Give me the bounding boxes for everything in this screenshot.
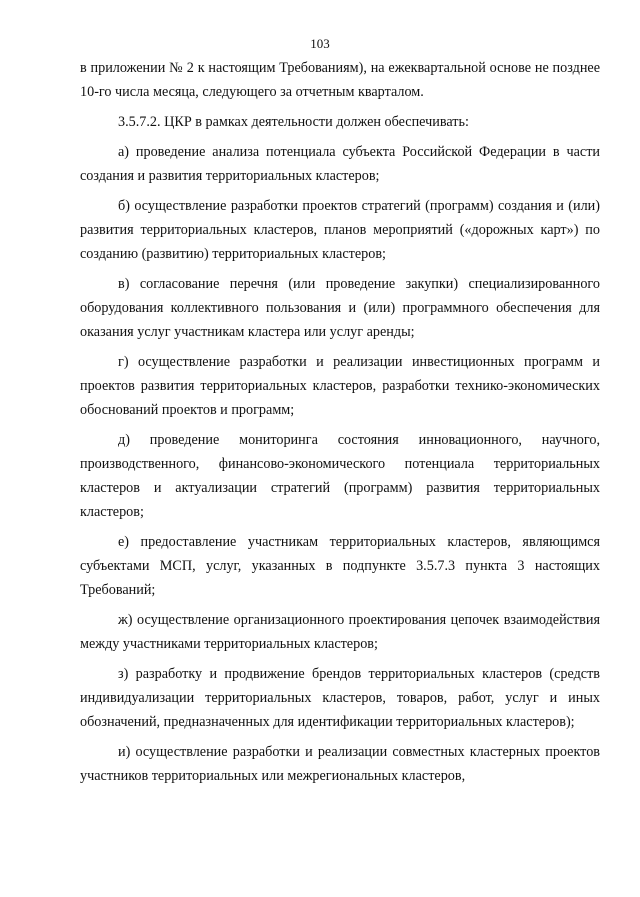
paragraph-item-i: и) осуществление разработки и реализации совместных кластерных проектов участников территориальных или межрегиональных кластеров,	[80, 744, 600, 784]
page-number: 103	[310, 36, 330, 51]
paragraph-item-g: г) осуществление разработки и реализации инвестиционных программ и проектов развития территориальных кластеров, разработки технико-экономических обоснований проектов и программ;	[80, 354, 600, 418]
paragraph-continuation: в приложении № 2 к настоящим Требованиям), на ежеквартальной основе не позднее 10-го числа месяца, следующего за отчетным кварталом.	[80, 60, 600, 100]
paragraph-item-d: д) проведение мониторинга состояния инновационного, научного, производственного, финансово-экономического потенциала территориальных кластеров и актуализации стратегий (программ) развития территориальных кластеров;	[80, 432, 600, 520]
paragraph-item-a: а) проведение анализа потенциала субъекта Российской Федерации в части создания и развития территориальных кластеров;	[80, 144, 600, 184]
paragraph-item-z: з) разработку и продвижение брендов территориальных кластеров (средств индивидуализации территориальных кластеров, товаров, работ, услуг и иных обозначений, предназначенных для идентификации территориальных кластеров);	[80, 666, 600, 730]
paragraph-item-b: б) осуществление разработки проектов стратегий (программ) создания и (или) развития территориальных кластеров, планов мероприятий («дорожных карт») по созданию (развитию) территориальных кластеров;	[80, 198, 600, 262]
paragraph-item-zh: ж) осуществление организационного проектирования цепочек взаимодействия между участниками территориальных кластеров;	[80, 612, 600, 652]
paragraph-3-5-7-2: 3.5.7.2. ЦКР в рамках деятельности должен обеспечивать:	[118, 114, 469, 130]
paragraph-item-e: е) предоставление участникам территориальных кластеров, являющимся субъектами МСП, услуг, указанных в подпункте 3.5.7.3 пункта 3 настоящих Требований;	[80, 534, 600, 598]
paragraph-item-v: в) согласование перечня (или проведение закупки) специализированного оборудования коллективного пользования и (или) программного обеспечения для оказания услуг участникам кластера или услуг аренды;	[80, 276, 600, 340]
document-body	[80, 56, 600, 788]
